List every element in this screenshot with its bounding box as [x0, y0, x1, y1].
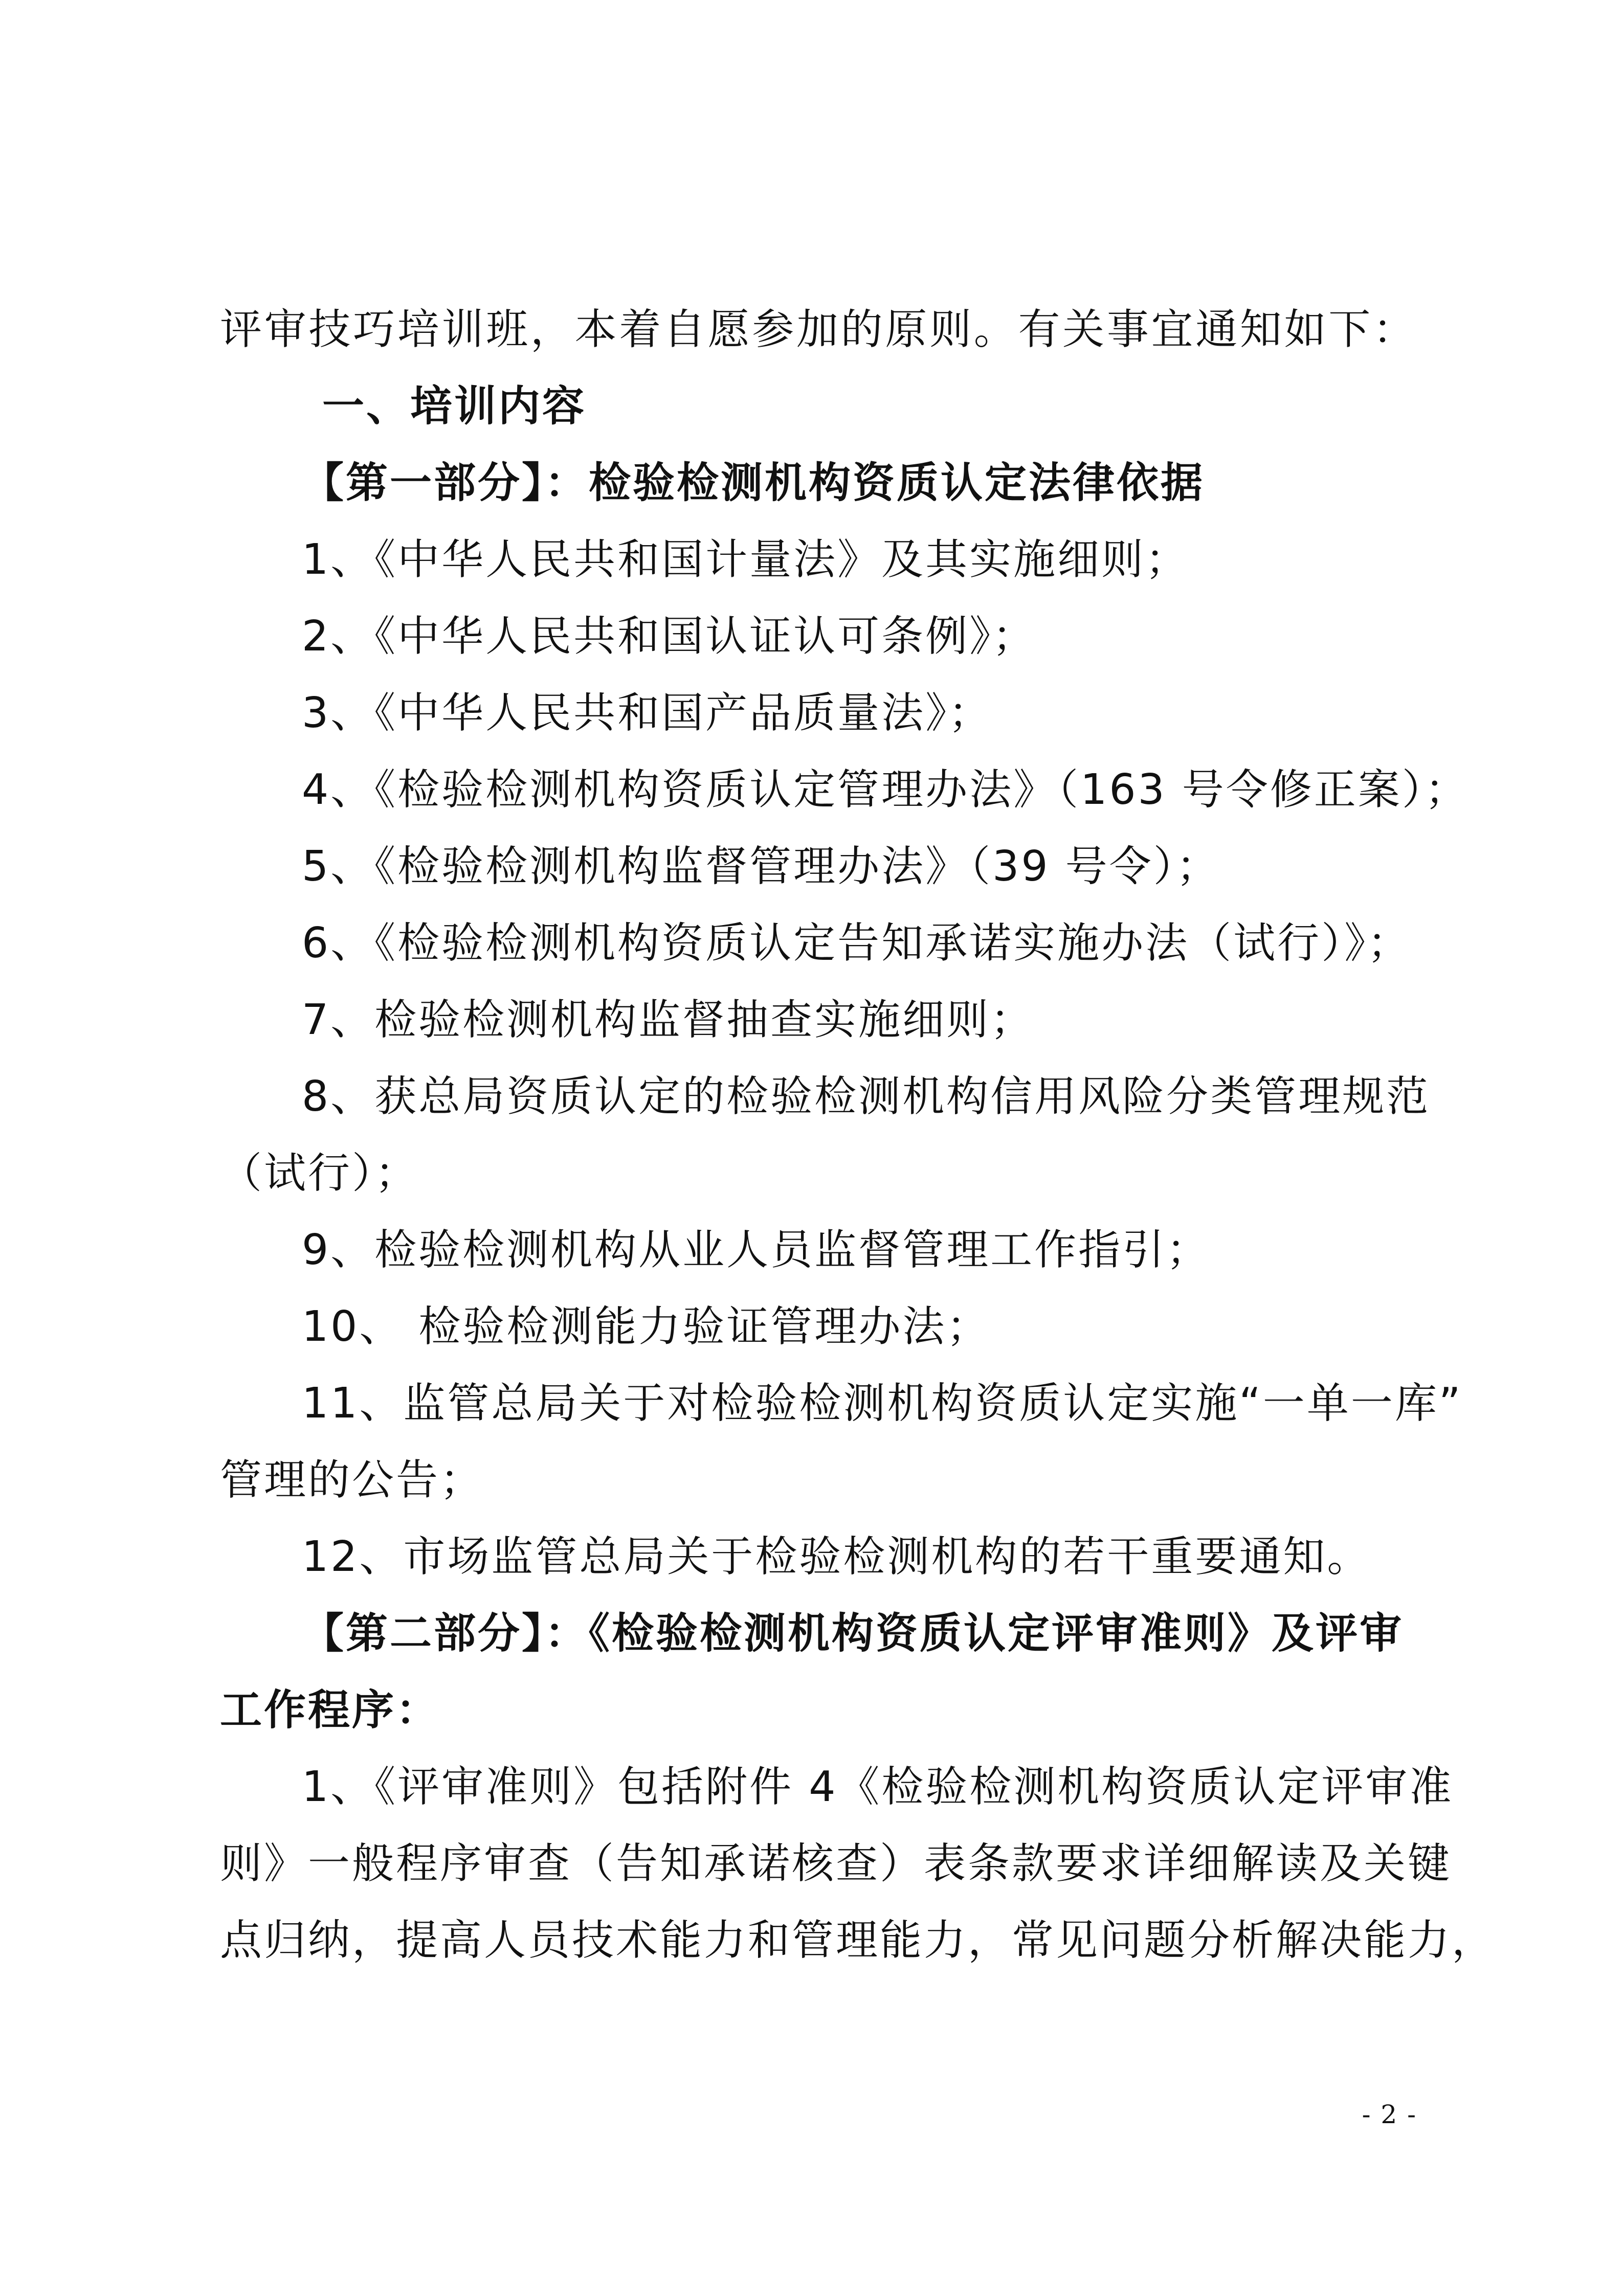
list-item: 8、获总局资质认定的检验检测机构信用风险分类管理规范 [302, 1072, 1431, 1121]
list-item-continuation: （试行）； [220, 1149, 419, 1198]
list-item-continuation: 管理的公告； [220, 1456, 484, 1504]
list-item: 9、检验检测机构从业人员监督管理工作指引； [302, 1226, 1211, 1274]
paragraph-line: 点归纳，提高人员技术能力和管理能力，常见问题分析解决能力， [220, 1916, 1496, 1965]
paragraph-line: 评审技巧培训班，本着自愿参加的原则。有关事宜通知如下： [220, 305, 1417, 354]
list-item: 3、《中华人民共和国产品质量法》； [302, 689, 993, 737]
paragraph-line: 则》一般程序审查（告知承诺核查）表条款要求详细解读及关键 [220, 1839, 1452, 1888]
list-item: 7、检验检测机构监督抽查实施细则； [302, 996, 1035, 1044]
list-item: 12、市场监管总局关于检验检测机构的若干重要通知。 [302, 1533, 1371, 1581]
paragraph-line: 1、《评审准则》包括附件 4《检验检测机构资质认定评审准 [302, 1763, 1454, 1811]
list-item: 4、《检验检测机构资质认定管理办法》（163 号令修正案）； [302, 766, 1469, 814]
list-item: 11、监管总局关于对检验检测机构资质认定实施“一单一库” [302, 1379, 1463, 1428]
part-heading: 【第二部分】：《检验检测机构资质认定评审准则》及评审 [302, 1609, 1404, 1658]
list-item: 6、《检验检测机构资质认定告知承诺实施办法（试行）》； [302, 919, 1412, 967]
page-number: - 2 - [1362, 2100, 1417, 2129]
list-item: 10、 检验检测能力验证管理办法； [302, 1302, 991, 1351]
list-item: 2、《中华人民共和国认证认可条例》； [302, 612, 1037, 661]
list-item: 5、《检验检测机构监督管理办法》（39 号令）； [302, 842, 1220, 891]
part-heading-continuation: 工作程序： [220, 1686, 440, 1735]
part-heading: 【第一部分】：检验检测机构资质认定法律依据 [302, 459, 1205, 507]
list-item: 1、《中华人民共和国计量法》及其实施细则； [302, 535, 1190, 584]
section-heading: 一、培训内容 [322, 382, 587, 431]
